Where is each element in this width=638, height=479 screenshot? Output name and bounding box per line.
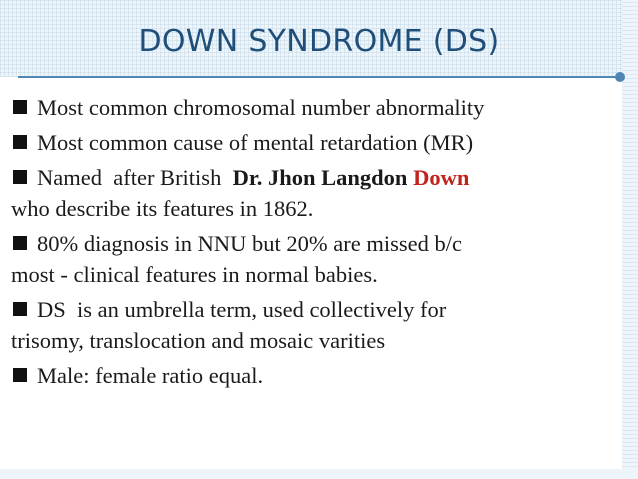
slide-title: DOWN SYNDROME (DS) bbox=[138, 24, 500, 59]
bullet-text: Most common cause of mental retardation (MR) bbox=[37, 130, 474, 155]
bullet-text: Male: female ratio equal. bbox=[37, 363, 264, 388]
square-bullet-icon bbox=[12, 301, 28, 317]
bullet-item bbox=[6, 162, 618, 224]
square-bullet-icon bbox=[12, 99, 28, 115]
bullet-text: Most common chromosomal number abnormality bbox=[37, 95, 485, 120]
bullet-text: 80% diagnosis in NNU but 20% are missed b/c bbox=[37, 231, 462, 256]
bullet-item bbox=[6, 228, 618, 290]
person-surname-highlight: Down bbox=[413, 165, 470, 190]
bullet-item bbox=[6, 360, 618, 391]
right-frame bbox=[622, 0, 638, 479]
bullet-item bbox=[6, 294, 618, 356]
bottom-frame bbox=[0, 469, 638, 479]
square-bullet-icon bbox=[12, 169, 28, 185]
bullet-continuation: trisomy, translocation and mosaic varities bbox=[11, 328, 386, 353]
bullet-text: DS is an umbrella term, used collectively for bbox=[37, 297, 447, 322]
bullet-item bbox=[6, 92, 618, 123]
title-underline-rule bbox=[18, 76, 622, 78]
bullet-continuation: who describe its features in 1862. bbox=[11, 196, 314, 221]
bullet-continuation: most - clinical features in normal babies. bbox=[11, 262, 378, 287]
bullet-first-line bbox=[37, 162, 618, 193]
square-bullet-icon bbox=[12, 134, 28, 150]
square-bullet-icon bbox=[12, 367, 28, 383]
bullet-list bbox=[6, 92, 618, 395]
bullet-text: Named after British bbox=[37, 165, 233, 190]
square-bullet-icon bbox=[12, 235, 28, 251]
person-name-bold: Dr. Jhon Langdon bbox=[232, 165, 414, 190]
rule-end-dot bbox=[615, 72, 625, 82]
bullet-item bbox=[6, 127, 618, 158]
